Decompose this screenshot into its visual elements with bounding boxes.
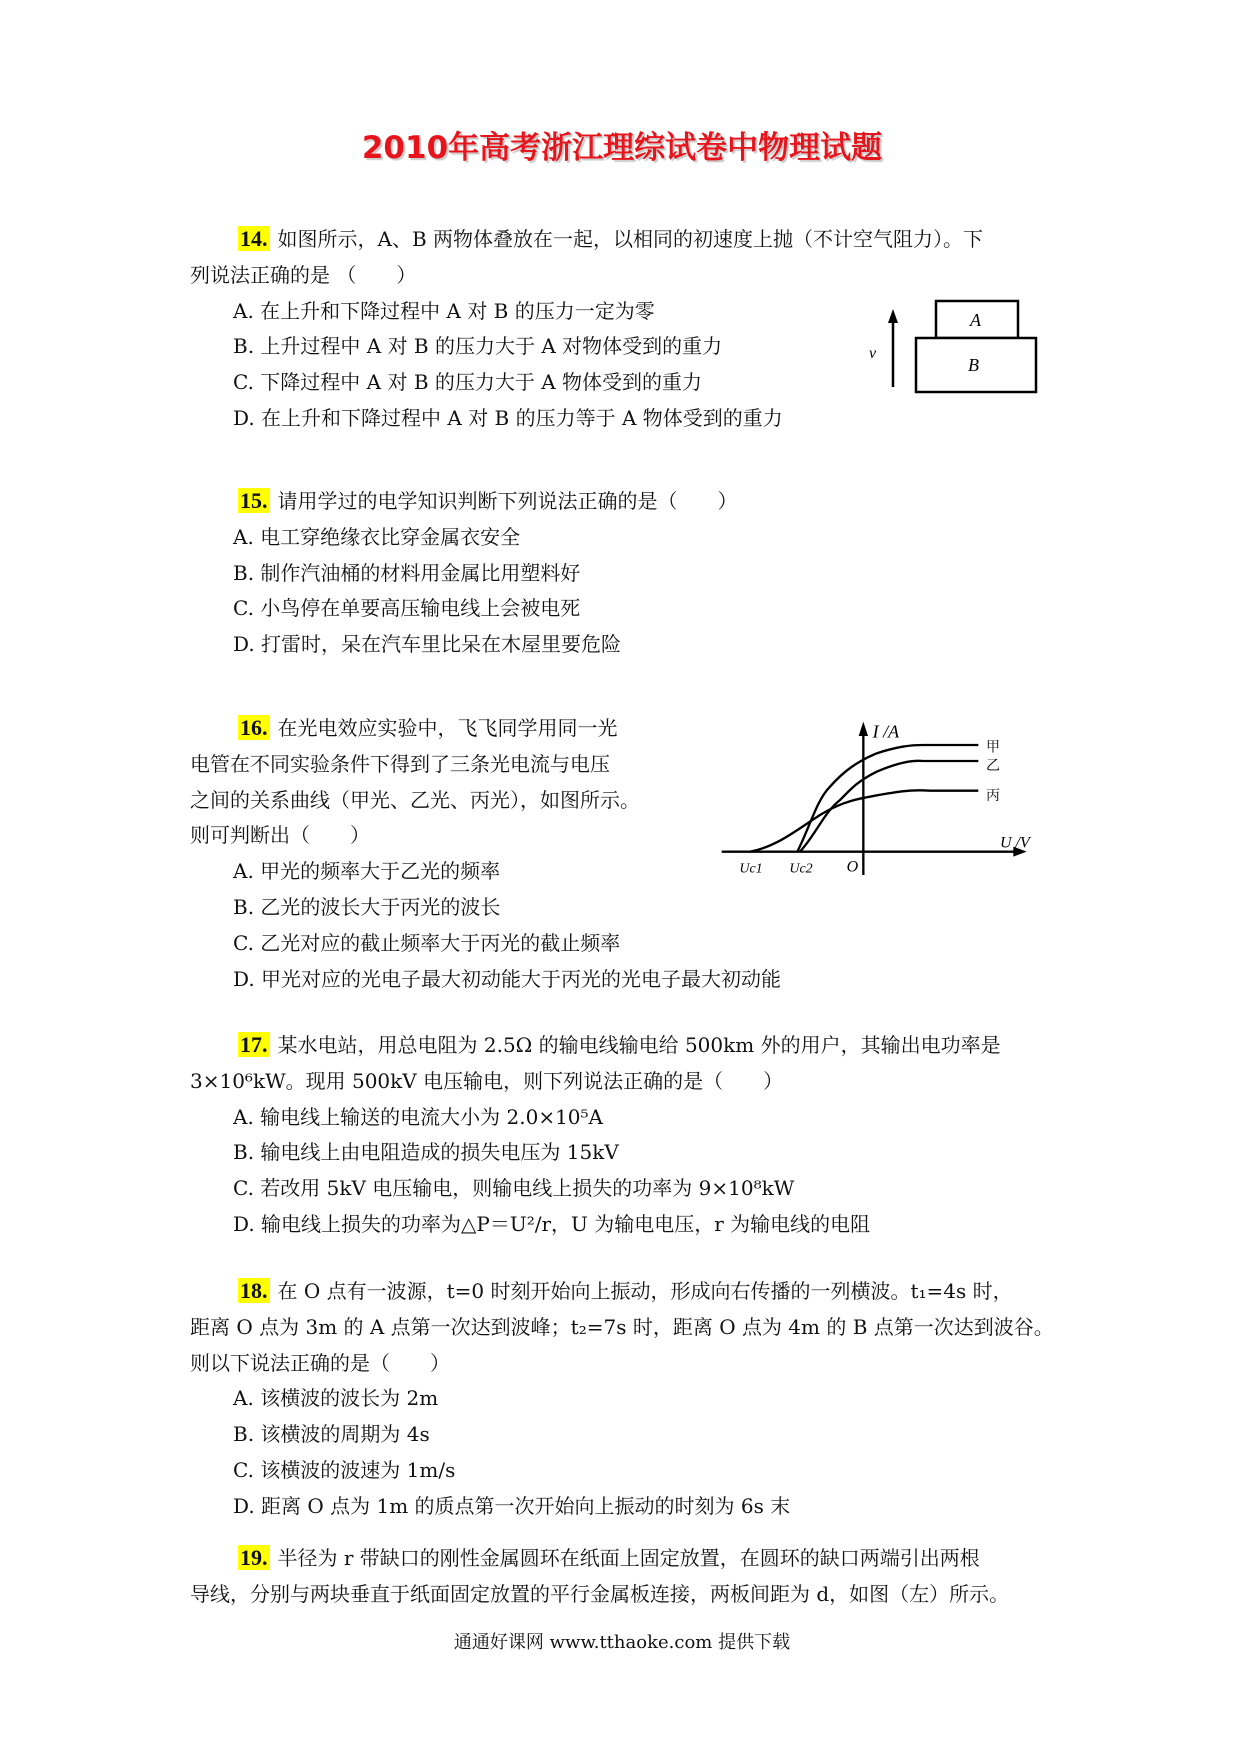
uc2-label: Uc2: [789, 861, 813, 877]
answer-option: [233, 1380, 438, 1416]
answer-option: [233, 555, 580, 591]
question-number: 16.: [240, 715, 268, 740]
answer-option: [233, 293, 655, 329]
question-stem: [238, 221, 983, 257]
block-a-label: A: [970, 310, 981, 330]
block-b-label: B: [968, 355, 979, 375]
y-axis-arrowhead: [859, 722, 868, 736]
line-text: A. 甲光的频率大于乙光的频率: [233, 859, 501, 884]
answer-option: [233, 590, 580, 626]
question-stem: [238, 710, 618, 746]
line-text: 某水电站，用总电阻为 2.5Ω 的输电线输电给 500km 外的用户，其输出电功率是: [277, 1033, 1001, 1057]
answer-option: [233, 328, 722, 364]
question-stem-continued: [190, 257, 416, 293]
answer-option: [233, 1099, 603, 1135]
curve-yi: [800, 761, 978, 852]
answer-option: [233, 925, 620, 961]
answer-option: [233, 1452, 455, 1488]
line-text: 距离 O 点为 3m 的 A 点第一次达到波峰；t₂=7s 时，距离 O 点为 4m 的 B 点第一次达到波谷。: [190, 1314, 1054, 1339]
line-text: D. 距离 O 点为 1m 的质点第一次开始向上振动的时刻为 6s 末: [233, 1493, 791, 1518]
y-axis-label: I /A: [872, 721, 900, 742]
question-stem: [238, 483, 738, 519]
question-number: 17.: [240, 1032, 268, 1057]
answer-option: [233, 889, 500, 925]
line-text: 在 O 点有一波源，t=0 时刻开始向上振动，形成向右传播的一列横波。t₁=4s 时，: [277, 1279, 1013, 1303]
question-stem: [238, 1273, 1013, 1309]
answer-option: [233, 400, 783, 436]
line-text: A. 输电线上输送的电流大小为 2.0×10⁵A: [233, 1104, 603, 1129]
line-text: C. 乙光对应的截止频率大于丙光的截止频率: [233, 930, 621, 955]
question-stem-continued: [190, 1345, 450, 1381]
line-text: B. 乙光的波长大于丙光的波长: [233, 895, 501, 919]
question-stem: [238, 1027, 1001, 1063]
question-stem-continued: [190, 782, 640, 818]
question-number: 15.: [240, 488, 268, 513]
answer-option: [233, 853, 500, 889]
answer-option: [233, 1170, 794, 1206]
answer-option: [233, 519, 520, 555]
page-title: 2010年高考浙江理综试卷中物理试题: [361, 130, 883, 166]
line-text: D. 在上升和下降过程中 A 对 B 的压力等于 A 物体受到的重力: [233, 406, 783, 430]
line-text: B. 制作汽油桶的材料用金属比用塑料好: [233, 560, 581, 585]
line-text: 导线，分别与两块垂直于纸面固定放置的平行金属板连接，两板间距为 d，如图（左）所示。: [190, 1581, 1010, 1606]
line-text: 则可判断出（ ）: [190, 823, 370, 848]
line-text: C. 若改用 5kV 电压输电，则输电线上损失的功率为 9×10⁸kW: [233, 1176, 795, 1201]
question-stem-continued: [190, 1576, 1009, 1612]
line-text: 半径为 r 带缺口的刚性金属圆环在纸面上固定放置，在圆环的缺口两端引出两根: [277, 1546, 980, 1570]
answer-option: [233, 626, 621, 662]
question-stem-continued: [190, 1063, 783, 1099]
line-text: 列说法正确的是 （ ）: [190, 262, 417, 287]
velocity-arrowhead: [888, 309, 898, 323]
question-number: 19.: [240, 1545, 268, 1570]
photocurrent-graph: [700, 700, 1240, 900]
footer-credit: 通通好课网 www.tthaoke.com 提供下载: [453, 1632, 791, 1653]
line-text: 如图所示，A、B 两物体叠放在一起，以相同的初速度上抛（不计空气阻力）。下: [277, 227, 983, 251]
curve-label-jia: 甲: [986, 740, 1000, 756]
line-text: C. 该横波的波速为 1m/s: [233, 1458, 456, 1482]
line-text: 则以下说法正确的是（ ）: [190, 1350, 450, 1375]
question-stem-continued: [190, 746, 610, 782]
line-text: B. 输电线上由电阻造成的损失电压为 15kV: [233, 1140, 619, 1165]
answer-option: [233, 1416, 430, 1452]
answer-option: [233, 1206, 870, 1242]
line-text: A. 该横波的波长为 2m: [233, 1386, 439, 1411]
question-stem-continued: [190, 817, 370, 853]
line-text: C. 下降过程中 A 对 B 的压力大于 A 物体受到的重力: [233, 370, 703, 395]
line-text: 在光电效应实验中，飞飞同学用同一光: [277, 716, 618, 740]
answer-option: [233, 1134, 619, 1170]
line-text: 之间的关系曲线（甲光、乙光、丙光），如图所示。: [190, 787, 640, 812]
line-text: A. 在上升和下降过程中 A 对 B 的压力一定为零: [233, 298, 655, 323]
line-text: D. 打雷时，呆在汽车里比呆在木屋里要危险: [233, 632, 622, 657]
uc1-label: Uc1: [739, 861, 763, 877]
answer-option: [233, 364, 702, 400]
velocity-label: v: [869, 345, 877, 362]
line-text: 电管在不同实验条件下得到了三条光电流与电压: [190, 751, 610, 776]
line-text: B. 该横波的周期为 4s: [233, 1422, 430, 1447]
line-text: B. 上升过程中 A 对 B 的压力大于 A 对物体受到的重力: [233, 334, 723, 359]
line-text: A. 电工穿绝缘衣比穿金属衣安全: [233, 524, 521, 549]
question-number: 14.: [240, 226, 268, 251]
curve-label-bing: 丙: [986, 789, 1000, 804]
line-text: D. 甲光对应的光电子最大初动能大于丙光的光电子最大初动能: [233, 966, 782, 991]
answer-option: [233, 1488, 790, 1524]
line-text: 3×10⁶kW。现用 500kV 电压输电，则下列说法正确的是（ ）: [190, 1068, 784, 1093]
curve-label-yi: 乙: [986, 759, 1000, 774]
x-axis-label: U /V: [1000, 834, 1030, 852]
stacked-blocks-figure: [860, 295, 1050, 400]
line-text: 请用学过的电学知识判断下列说法正确的是（ ）: [277, 489, 738, 513]
line-text: C. 小鸟停在单要高压输电线上会被电死: [233, 596, 581, 621]
origin-label: O: [846, 858, 859, 876]
answer-option: [233, 961, 781, 997]
question-stem: [238, 1540, 980, 1576]
question-number: 18.: [240, 1278, 268, 1303]
question-stem-continued: [190, 1309, 1054, 1345]
line-text: D. 输电线上损失的功率为△P＝U²/r，U 为输电电压，r 为输电线的电阻: [233, 1212, 871, 1236]
